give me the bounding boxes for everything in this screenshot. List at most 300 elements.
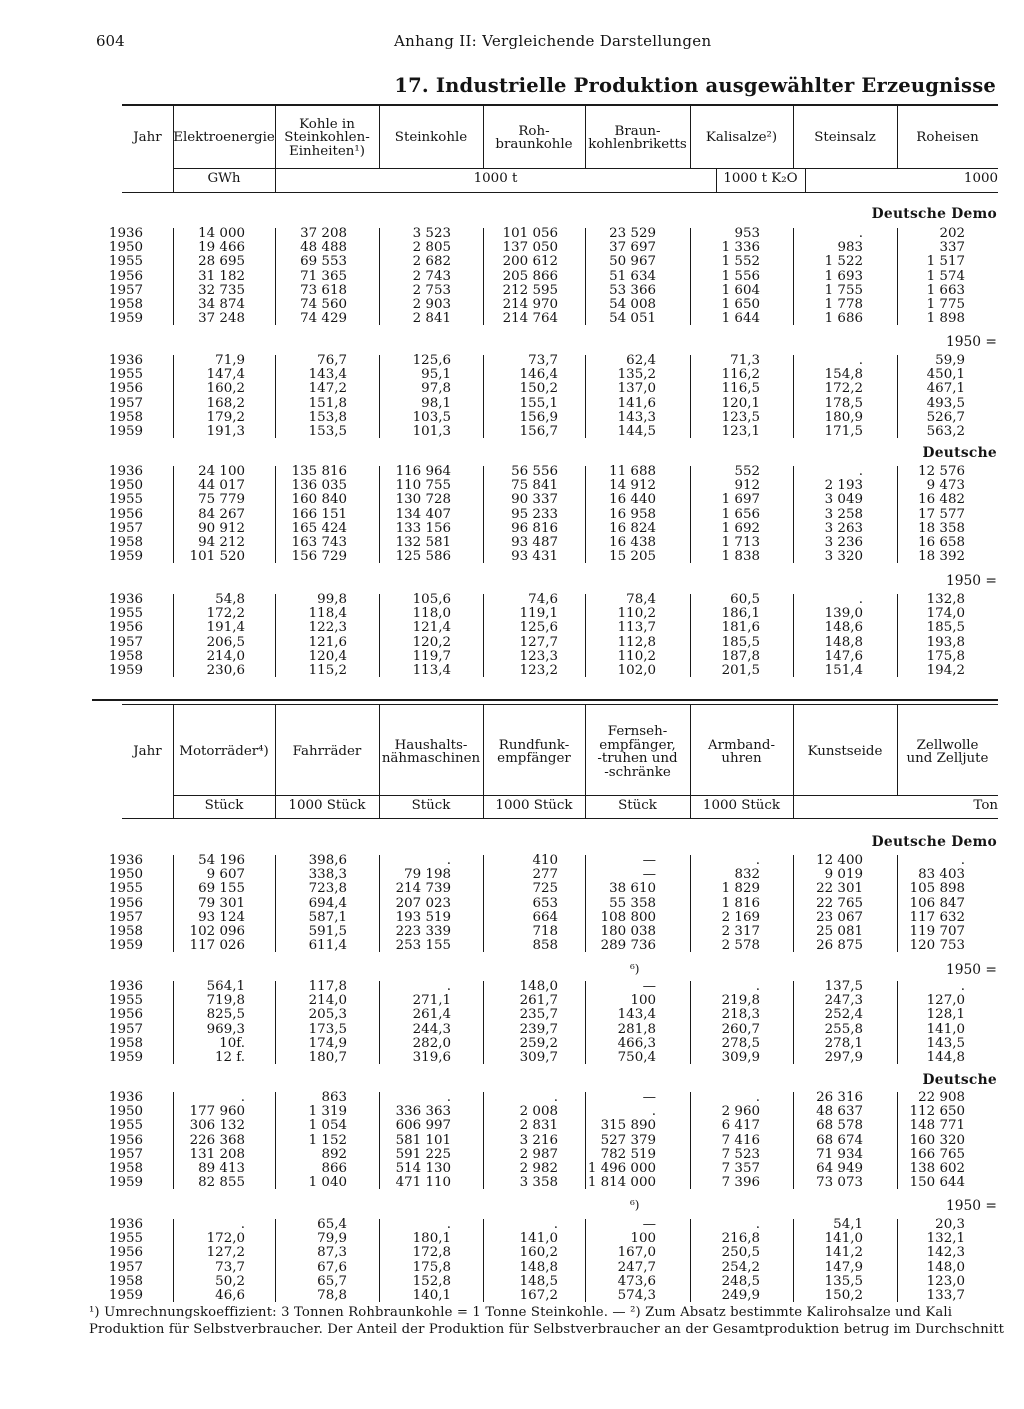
data-cell: 214 970 [502, 297, 558, 312]
data-cell: 119,7 [412, 648, 451, 664]
data-cell: 153,5 [308, 424, 347, 439]
data-cell: 108 800 [600, 909, 656, 925]
data-cell: 2 903 [412, 297, 451, 312]
data-cell: 185,5 [721, 634, 760, 650]
year-cell: 1959 [108, 311, 143, 327]
data-cell: 103,5 [412, 409, 451, 425]
data-cell: 336 363 [395, 1104, 451, 1120]
data-cell: 1 319 [308, 1104, 347, 1120]
data-cell: 148,6 [824, 620, 863, 636]
year-cell: 1955 [108, 367, 143, 383]
data-cell: 473,6 [617, 1273, 656, 1289]
page-number: 604 [96, 32, 125, 50]
data-cell: 116,2 [721, 367, 760, 383]
data-cell: 174,0 [926, 606, 965, 622]
data-cell: 131 208 [189, 1146, 245, 1162]
data-cell: 26 316 [816, 1090, 863, 1105]
data-cell: 135 816 [291, 464, 347, 479]
data-cell: 1 692 [721, 520, 760, 536]
data-cell: 123,0 [926, 1273, 965, 1289]
data-cell: 22 765 [816, 895, 863, 911]
data-cell: 2 805 [412, 240, 451, 256]
year-cell: 1956 [108, 381, 143, 397]
data-cell: 191,4 [206, 620, 245, 636]
data-cell: 7 396 [721, 1175, 760, 1191]
data-cell: 552 [734, 464, 760, 479]
data-cell: 694,4 [308, 895, 347, 911]
data-cell: 147,2 [308, 381, 347, 397]
data-cell: 125,6 [519, 620, 558, 636]
year-cell: 1955 [108, 1231, 143, 1247]
data-cell: 18 358 [918, 520, 965, 536]
unit-label: 1000 Stück [702, 798, 781, 813]
data-cell: 3 358 [519, 1175, 558, 1191]
unit-label: 1000 [963, 171, 998, 186]
data-cell: 148,0 [926, 1259, 965, 1275]
running-head: Anhang II: Vergleichende Darstellungen [394, 32, 712, 50]
year-cell: 1959 [108, 1175, 143, 1191]
data-cell: . [755, 979, 760, 994]
data-cell: 277 [532, 867, 558, 883]
data-cell: 127,0 [926, 993, 965, 1009]
data-cell: 1 040 [308, 1175, 347, 1191]
data-cell: 214,0 [308, 993, 347, 1009]
data-cell: 587,1 [308, 909, 347, 925]
footnote-line-1: ¹) Umrechnungskoeffizient: 3 Tonnen Rohbraunkohle = 1 Tonne Steinkohle. — ²) Zum Absatz bestimmte Kalirohsalze und Kali [89, 1305, 953, 1320]
data-cell: 112 650 [909, 1104, 965, 1120]
data-cell: 22 908 [918, 1090, 965, 1105]
data-cell: 14 000 [198, 226, 245, 241]
data-cell: 278,1 [824, 1035, 863, 1051]
data-cell: 79,9 [317, 1231, 347, 1247]
data-cell: 14 912 [609, 478, 656, 494]
data-cell: 69 553 [300, 254, 347, 270]
data-cell: 152,8 [412, 1273, 451, 1289]
data-cell: 306 132 [189, 1118, 245, 1134]
data-cell: 98,1 [421, 395, 451, 411]
unit-label: Ton [973, 798, 998, 813]
data-cell: 247,7 [617, 1259, 656, 1275]
data-cell: 1 814 000 [587, 1175, 656, 1191]
data-cell: 223 339 [395, 924, 451, 939]
data-cell: 282,0 [412, 1035, 451, 1051]
data-cell: 289 736 [600, 938, 656, 954]
data-cell: 141,0 [519, 1231, 558, 1247]
data-cell: 82 855 [198, 1175, 245, 1191]
data-cell: 983 [837, 240, 863, 256]
data-cell: 62,4 [626, 353, 656, 368]
block-label: 1950 = [945, 334, 997, 350]
data-cell: 37 248 [198, 311, 245, 327]
data-cell: 134 407 [395, 506, 451, 522]
unit-label: 1000 Stück [288, 798, 366, 813]
data-cell: 141,2 [824, 1245, 863, 1261]
data-cell: 46,6 [215, 1288, 245, 1303]
block-label: 1950 = [945, 573, 997, 589]
data-cell: 866 [321, 1161, 347, 1176]
data-cell: 1 838 [721, 549, 760, 565]
data-cell: 1 496 000 [587, 1161, 656, 1176]
data-cell: 112,8 [617, 634, 656, 650]
data-cell: 160,2 [206, 381, 245, 397]
data-cell: 832 [734, 867, 760, 883]
data-cell: 151,8 [308, 395, 347, 411]
data-cell: — [642, 1217, 656, 1232]
data-cell: 155,1 [519, 395, 558, 411]
data-cell: 212 595 [502, 282, 558, 298]
data-cell: 25 081 [816, 924, 863, 939]
unit-label: Stück [204, 798, 244, 813]
data-cell: . [960, 853, 965, 868]
data-cell: 138 602 [909, 1161, 965, 1176]
data-cell: 167,2 [519, 1288, 558, 1303]
data-cell: 22 301 [816, 881, 863, 897]
data-cell: 54 051 [609, 311, 656, 327]
data-cell: 137 050 [502, 240, 558, 256]
data-cell: 171,5 [824, 424, 863, 439]
data-cell: 48 637 [816, 1104, 863, 1120]
data-cell: 1 775 [926, 297, 965, 312]
data-cell: 94 212 [198, 535, 245, 550]
year-cell: 1936 [108, 353, 143, 368]
year-cell: 1957 [108, 520, 143, 536]
year-cell: 1958 [108, 409, 143, 425]
data-cell: 140,1 [412, 1288, 451, 1303]
data-cell: 31 182 [198, 268, 245, 284]
data-cell: 160 320 [909, 1132, 965, 1148]
year-cell: 1950 [108, 1104, 143, 1120]
data-cell: 71,3 [730, 353, 760, 368]
data-cell: 1 650 [721, 297, 760, 312]
column-header: Steinsalz [814, 130, 876, 146]
data-cell: 78,4 [626, 592, 656, 607]
data-cell: 207 023 [395, 895, 451, 911]
data-cell: 214,0 [206, 648, 245, 664]
block-label: Deutsche [922, 1072, 997, 1088]
data-cell: 172,2 [206, 606, 245, 622]
data-cell: 147,4 [206, 367, 245, 383]
column-header: Steinkohle [394, 130, 468, 146]
data-cell: 143,4 [617, 1007, 656, 1023]
data-cell: 102 096 [189, 924, 245, 939]
data-cell: 1 829 [721, 881, 760, 897]
data-cell: 150,2 [824, 1288, 863, 1303]
data-cell: 3 216 [519, 1132, 558, 1148]
data-cell: 136 035 [291, 478, 347, 494]
year-cell: 1959 [108, 1288, 143, 1303]
data-cell: 101 056 [502, 226, 558, 241]
data-cell: 249,9 [721, 1288, 760, 1303]
data-cell: 125,6 [412, 353, 451, 368]
data-cell: 337 [939, 240, 965, 256]
data-cell: 153,8 [308, 409, 347, 425]
column-header: Roh- braunkohle [495, 123, 573, 152]
data-cell: 1 556 [721, 268, 760, 284]
data-cell: . [446, 853, 451, 868]
footnote-marker: ⁶) [630, 962, 640, 976]
column-header: Kalisalze²) [705, 130, 778, 146]
data-cell: 28 695 [198, 254, 245, 270]
data-cell: . [858, 226, 863, 241]
data-cell: 97,8 [421, 381, 451, 397]
data-cell: 250,5 [721, 1245, 760, 1261]
data-cell: 252,4 [824, 1007, 863, 1023]
data-cell: 226 368 [189, 1132, 245, 1148]
data-cell: 68 578 [816, 1118, 863, 1134]
bottom-rule [92, 699, 998, 701]
data-cell: 244,3 [412, 1021, 451, 1037]
data-cell: 218,3 [721, 1007, 760, 1023]
data-cell: 93 431 [511, 549, 558, 565]
data-cell: 1 644 [721, 311, 760, 327]
data-cell: 24 100 [198, 464, 245, 479]
data-cell: 117,8 [308, 979, 347, 994]
data-cell: 132 581 [395, 535, 451, 550]
data-cell: 156,7 [519, 424, 558, 439]
year-cell: 1955 [108, 881, 143, 897]
data-cell: 18 392 [918, 549, 965, 565]
data-cell: 725 [532, 881, 558, 897]
data-cell: 125 586 [395, 549, 451, 565]
data-cell: 163 743 [291, 535, 347, 550]
data-cell: 148,8 [824, 634, 863, 650]
year-cell: 1936 [108, 979, 143, 994]
unit-label: 1000 t [473, 171, 518, 186]
year-cell: 1958 [108, 1035, 143, 1051]
data-cell: 123,1 [721, 424, 760, 439]
data-cell: 309,7 [519, 1050, 558, 1065]
data-cell: 319,6 [412, 1050, 451, 1065]
data-cell: 12 576 [918, 464, 965, 479]
block-label: 1950 = [945, 962, 997, 978]
data-cell: 858 [532, 938, 558, 954]
data-cell: 194,2 [926, 663, 965, 678]
data-cell: 44 017 [198, 478, 245, 494]
year-cell: 1936 [108, 1090, 143, 1105]
data-cell: 100 [630, 993, 656, 1009]
data-cell: 123,3 [519, 648, 558, 664]
unit-label: 1000 t K₂O [723, 171, 798, 186]
data-cell: . [446, 979, 451, 994]
data-cell: 121,6 [308, 634, 347, 650]
data-cell: 101,3 [412, 424, 451, 439]
data-cell: 7 416 [721, 1132, 760, 1148]
data-cell: 117 026 [189, 938, 245, 954]
data-cell: 309,9 [721, 1050, 760, 1065]
data-cell: 606 997 [395, 1118, 451, 1134]
data-cell: 175,8 [412, 1259, 451, 1275]
data-cell: — [642, 1090, 656, 1105]
data-cell: 271,1 [412, 993, 451, 1009]
year-cell: 1958 [108, 648, 143, 664]
data-cell: 141,6 [617, 395, 656, 411]
data-cell: 160,2 [519, 1245, 558, 1261]
data-cell: 193,8 [926, 634, 965, 650]
data-cell: 2 317 [721, 924, 760, 939]
data-cell: 120,4 [308, 648, 347, 664]
data-cell: 3 320 [824, 549, 863, 565]
data-cell: 142,3 [926, 1245, 965, 1261]
data-cell: . [755, 1090, 760, 1105]
data-cell: 120 753 [909, 938, 965, 954]
data-cell: 144,5 [617, 424, 656, 439]
data-cell: 99,8 [317, 592, 347, 607]
data-cell: 248,5 [721, 1273, 760, 1289]
data-cell: 118,0 [412, 606, 451, 622]
data-cell: 147,6 [824, 648, 863, 664]
data-cell: 653 [532, 895, 558, 911]
data-cell: 1 054 [308, 1118, 347, 1134]
year-cell: 1959 [108, 424, 143, 439]
data-cell: 65,4 [317, 1217, 347, 1232]
data-cell: 139,0 [824, 606, 863, 622]
column-header: Armband- uhren [707, 737, 776, 766]
data-cell: 230,6 [206, 663, 245, 678]
data-cell: 750,4 [617, 1050, 656, 1065]
data-cell: 127,7 [519, 634, 558, 650]
data-cell: 2 982 [519, 1161, 558, 1176]
year-cell: 1950 [108, 867, 143, 883]
data-cell: 718 [532, 924, 558, 939]
data-cell: 73,7 [215, 1259, 245, 1275]
data-cell: . [960, 979, 965, 994]
data-cell: 664 [532, 909, 558, 925]
data-cell: 100 [630, 1231, 656, 1247]
year-cell: 1956 [108, 895, 143, 911]
data-cell: 1 574 [926, 268, 965, 284]
year-cell: 1936 [108, 592, 143, 607]
year-cell: 1959 [108, 938, 143, 954]
data-cell: 2 753 [412, 282, 451, 298]
data-cell: 526,7 [926, 409, 965, 425]
data-cell: 255,8 [824, 1021, 863, 1037]
data-cell: 102,0 [617, 663, 656, 678]
data-cell: 74 429 [300, 311, 347, 327]
data-cell: 50 967 [609, 254, 656, 270]
data-cell: 892 [321, 1146, 347, 1162]
data-cell: 181,6 [721, 620, 760, 636]
data-cell: 54 008 [609, 297, 656, 312]
data-cell: 178,5 [824, 395, 863, 411]
data-cell: 95 233 [511, 506, 558, 522]
data-cell: 1 522 [824, 254, 863, 270]
data-cell: 135,2 [617, 367, 656, 383]
data-cell: 912 [734, 478, 760, 494]
year-cell: 1958 [108, 924, 143, 939]
data-cell: 50,2 [215, 1273, 245, 1289]
data-cell: 1 517 [926, 254, 965, 270]
year-cell: 1950 [108, 478, 143, 494]
data-cell: 723,8 [308, 881, 347, 897]
data-cell: 191,3 [206, 424, 245, 439]
data-cell: 76,7 [317, 353, 347, 368]
data-cell: 3 236 [824, 535, 863, 550]
data-cell: 93 487 [511, 535, 558, 550]
data-cell: 1 713 [721, 535, 760, 550]
year-cell: 1957 [108, 1021, 143, 1037]
data-cell: 65,7 [317, 1273, 347, 1289]
data-cell: 71 365 [300, 268, 347, 284]
data-cell: 75 841 [511, 478, 558, 494]
data-cell: 177 960 [189, 1104, 245, 1120]
data-cell: 205 866 [502, 268, 558, 284]
data-cell: 71,9 [215, 353, 245, 368]
data-cell: 1 693 [824, 268, 863, 284]
data-cell: 16 958 [609, 506, 656, 522]
data-cell: 278,5 [721, 1035, 760, 1051]
header-unit-rule [173, 168, 998, 169]
data-cell: 1 816 [721, 895, 760, 911]
data-cell: 179,2 [206, 409, 245, 425]
year-cell: 1958 [108, 535, 143, 550]
unit-label: GWh [207, 171, 241, 186]
data-cell: . [553, 1090, 558, 1105]
data-cell: . [553, 1217, 558, 1232]
data-cell: 6 417 [721, 1118, 760, 1134]
data-cell: 69 155 [198, 881, 245, 897]
data-cell: 11 688 [609, 464, 656, 479]
data-cell: 186,1 [721, 606, 760, 622]
unit-bottom-rule [122, 192, 998, 193]
data-cell: 172,0 [206, 1231, 245, 1247]
data-cell: 3 049 [824, 492, 863, 508]
data-cell: 151,4 [824, 663, 863, 678]
data-cell: 73 073 [816, 1175, 863, 1191]
data-cell: 247,3 [824, 993, 863, 1009]
data-cell: 26 875 [816, 938, 863, 954]
data-cell: 120,2 [412, 634, 451, 650]
data-cell: . [858, 464, 863, 479]
data-cell: 78,8 [317, 1288, 347, 1303]
data-cell: 174,9 [308, 1035, 347, 1051]
year-cell: 1955 [108, 993, 143, 1009]
data-cell: 59,9 [935, 353, 965, 368]
data-cell: 315 890 [600, 1118, 656, 1134]
data-cell: 150,2 [519, 381, 558, 397]
data-cell: 9 473 [926, 478, 965, 494]
column-header: Elektroenergie [173, 130, 275, 146]
data-cell: 123,2 [519, 663, 558, 678]
data-cell: 64 949 [816, 1161, 863, 1176]
data-cell: 398,6 [308, 853, 347, 868]
data-cell: 133 156 [395, 520, 451, 536]
data-cell: — [642, 853, 656, 868]
data-cell: 591 225 [395, 1146, 451, 1162]
data-cell: 214 739 [395, 881, 451, 897]
data-cell: 953 [734, 226, 760, 241]
data-cell: . [446, 1217, 451, 1232]
data-cell: 2 960 [721, 1104, 760, 1120]
data-cell: 165 424 [291, 520, 347, 536]
data-cell: 1 152 [308, 1132, 347, 1148]
data-cell: 90 337 [511, 492, 558, 508]
data-cell: 3 523 [412, 226, 451, 241]
data-cell: 200 612 [502, 254, 558, 270]
data-cell: 127,2 [206, 1245, 245, 1261]
data-cell: 969,3 [206, 1021, 245, 1037]
data-cell: 1 552 [721, 254, 760, 270]
data-cell: 156 729 [291, 549, 347, 565]
year-cell: 1957 [108, 282, 143, 298]
year-cell: 1956 [108, 268, 143, 284]
data-cell: 154,8 [824, 367, 863, 383]
table-title: 17. Industrielle Produktion ausgewählter Erzeugnisse [394, 74, 996, 97]
data-cell: 17 577 [918, 506, 965, 522]
data-cell: 1 656 [721, 506, 760, 522]
data-cell: 156,9 [519, 409, 558, 425]
year-cell: 1958 [108, 297, 143, 312]
data-cell: 110,2 [617, 606, 656, 622]
